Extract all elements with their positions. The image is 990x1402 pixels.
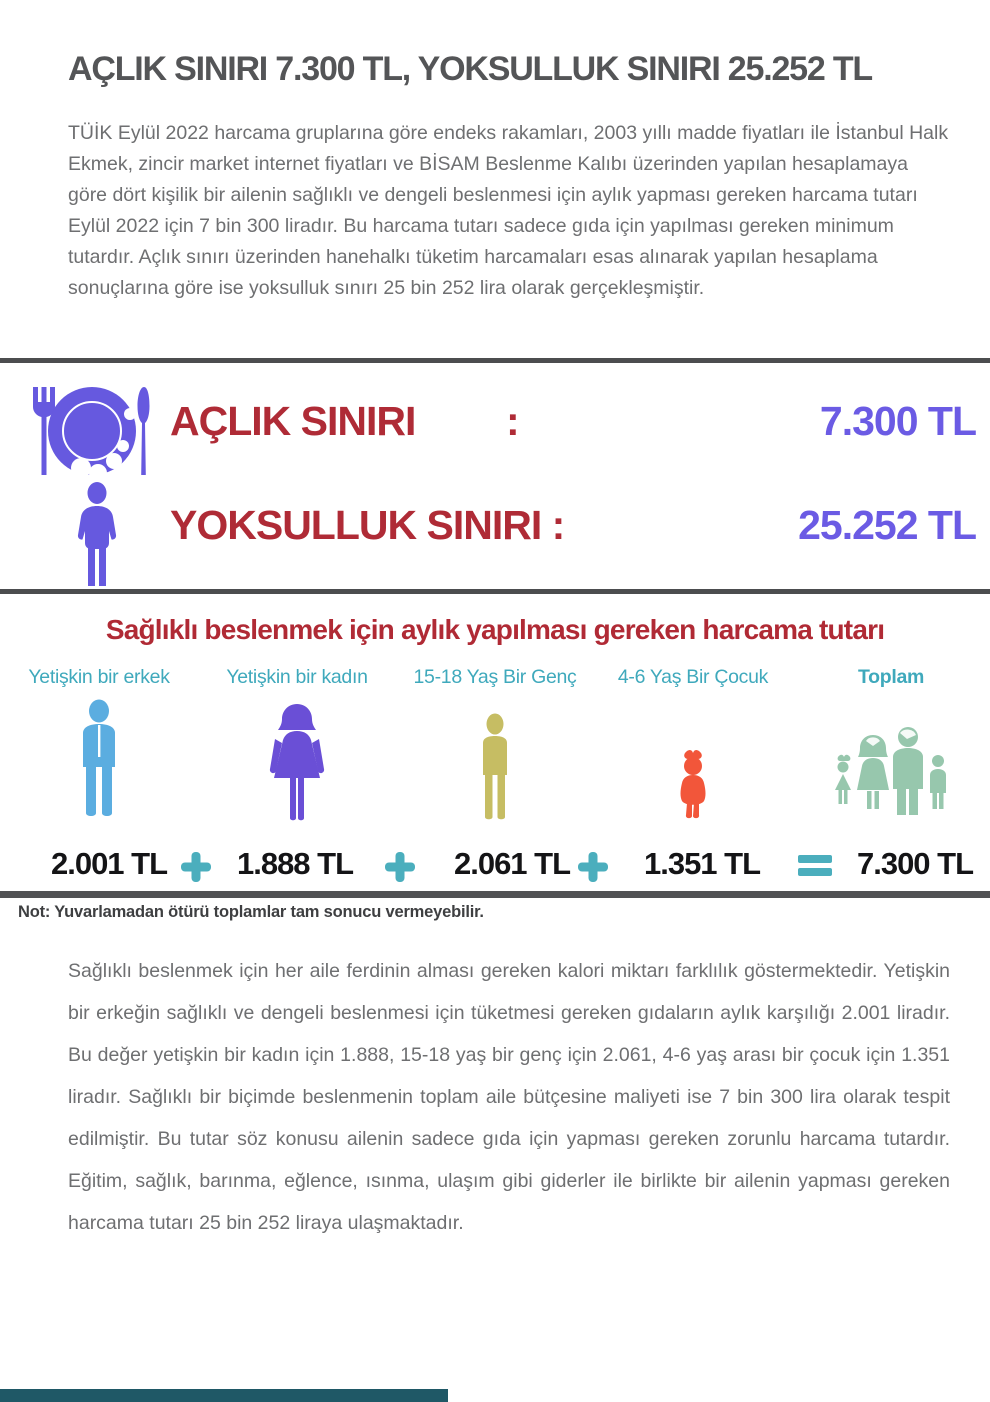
rounding-note: Not: Yuvarlamadan ötürü toplamlar tam sonucu vermeyebilir. [18,903,484,921]
column-label-child: 4-6 Yaş Bir Çocuk [617,666,769,688]
page-title: AÇLIK SINIRI 7.300 TL, YOKSULLUK SINIRI 25.252 TL [68,50,872,88]
body-paragraph: Sağlıklı beslenmek için her aile ferdinin alması gereken kalori miktarı farklılık göstermektedir. Yetişkin bir erkeğin sağlıklı ve dengeli beslenmesi için tüketmesi gereken gıdaların aylık karşılığı 2.001 liradır. Bu değer yetişkin bir kadın için 1.888, 15-18 yaş bir genç için 2.061, 4-6 yaş arası bir çocuk için 1.351 liradır. Sağlıklı bir biçimde beslenmenin toplam aile bütçesine maliyeti ise 7 bin 300 lira olarak tespit edilmiştir. Bu tutar söz konusu ailenin sadece gıda için yapması gereken zorunlu harcama tutardır. Eğitim, sağlık, barınma, eğlence, ısınma, ulaşım gibi giderler ile birlikte bir ailenin yapması gereken harcama tutarı 25 bin 252 liraya ulaşmaktadır. [68,960,950,1234]
amount-total: 7.300 TL [856,846,974,881]
breakdown-labels-row [0,666,990,689]
person-icon [66,482,128,593]
plate-fork-knife-icon [26,384,152,483]
amount-child: 1.351 TL [643,846,761,881]
column-label-adult-man: Yetişkin bir erkek [28,666,170,688]
intro-paragraph: TÜİK Eylül 2022 harcama gruplarına göre endeks rakamları, 2003 yıllı madde fiyatları ile İstanbul Halk Ekmek, zincir market internet fiyatları ve BİSAM Beslenme Kalıbı üzerinden yapılan hesaplamaya göre dört kişilik bir ailenin sağlıklı ve dengeli beslenmesi için aylık yapması gereken harcama tutarı Eylül 2022 için 7 bin 300 liradır. Bu harcama tutarı sadece gıda için yapılması gereken minimum tutardır. Açlık sınırı üzerinden hanehalkı tüketim harcamaları esas alınarak yapılan hesaplama sonuçlarına göre ise yoksulluk sınırı 25 bin 252 lira olarak gerçekleşmiştir. [68,122,949,299]
teen-icon [471,713,519,826]
adult-woman-icon [258,703,336,826]
column-label-adult-woman: Yetişkin bir kadın [226,666,368,688]
breakdown-heading: Sağlıklı beslenmek için aylık yapılması gereken harcama tutarı [105,614,885,645]
amount-teen: 2.061 TL [453,846,571,881]
plus-icon [383,850,417,889]
footer-bar [0,1389,448,1402]
adult-man-icon [66,699,132,826]
amount-adult-woman: 1.888 TL [236,846,354,881]
divider-top [0,358,990,363]
amount-adult-man: 2.001 TL [50,846,168,881]
hunger-threshold-value: 7.300 TL [819,398,976,444]
amounts-row [0,846,990,888]
poverty-threshold-value: 25.252 TL [798,502,976,548]
breakdown-icons-row [0,698,990,826]
plus-icon [179,850,213,889]
divider-middle [0,589,990,594]
hunger-threshold-label: AÇLIK SINIRI [170,398,416,444]
column-label-total: Toplam [857,666,925,688]
child-icon [671,747,715,826]
equals-icon [796,850,834,885]
plus-icon [576,850,610,889]
column-label-teen: 15-18 Yaş Bir Genç [413,666,577,688]
divider-bottom [0,891,990,898]
family-icon [830,723,952,826]
poverty-threshold-label: YOKSULLUK SINIRI : [170,502,565,548]
hunger-threshold-colon: : [506,398,520,444]
